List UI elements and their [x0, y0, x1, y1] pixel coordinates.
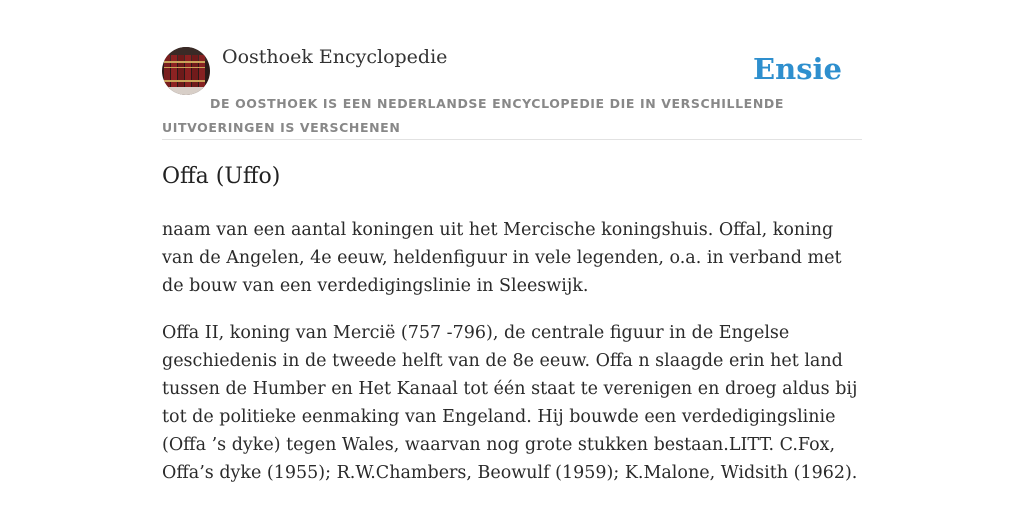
header-divider	[162, 139, 862, 140]
encyclopedia-books-icon[interactable]	[162, 47, 210, 95]
entry-paragraph: naam van een aantal koningen uit het Mercische koningshuis. Offal, koning van de Angelen, 4e eeuw, heldenfiguur in vele legenden, o.a. in verband met de bouw van een verdedigingslinie in Sleeswijk.	[162, 220, 842, 296]
site-title[interactable]: Oosthoek Encyclopedie	[222, 46, 448, 68]
site-tagline: DE OOSTHOEK IS EEN NEDERLANDSE ENCYCLOPEDIE DIE IN VERSCHILLENDE UITVOERINGEN IS VERSCHENEN	[162, 96, 784, 135]
entry-title: Offa (Uffo)	[162, 164, 281, 189]
entry-paragraph: Offa II, koning van Mercië (757 -796), de centrale figuur in de Engelse geschiedenis in de tweede helft van de 8e eeuw. Offa n slaagde erin het land tussen de Humber en Het Kanaal tot één staat te verenigen en droeg aldus bij tot de politieke eenmaking van Engeland. Hij bouwde een verdedigingslinie (Offa ’s dyke) tegen Wales, waarvan nog grote stukken bestaan.LITT. C.Fox, Offa’s dyke (1955); R.W.Chambers, Beowulf (1959); K.Malone, Widsith (1962).	[162, 323, 858, 483]
brand-logo-link[interactable]: Ensie	[753, 52, 842, 86]
